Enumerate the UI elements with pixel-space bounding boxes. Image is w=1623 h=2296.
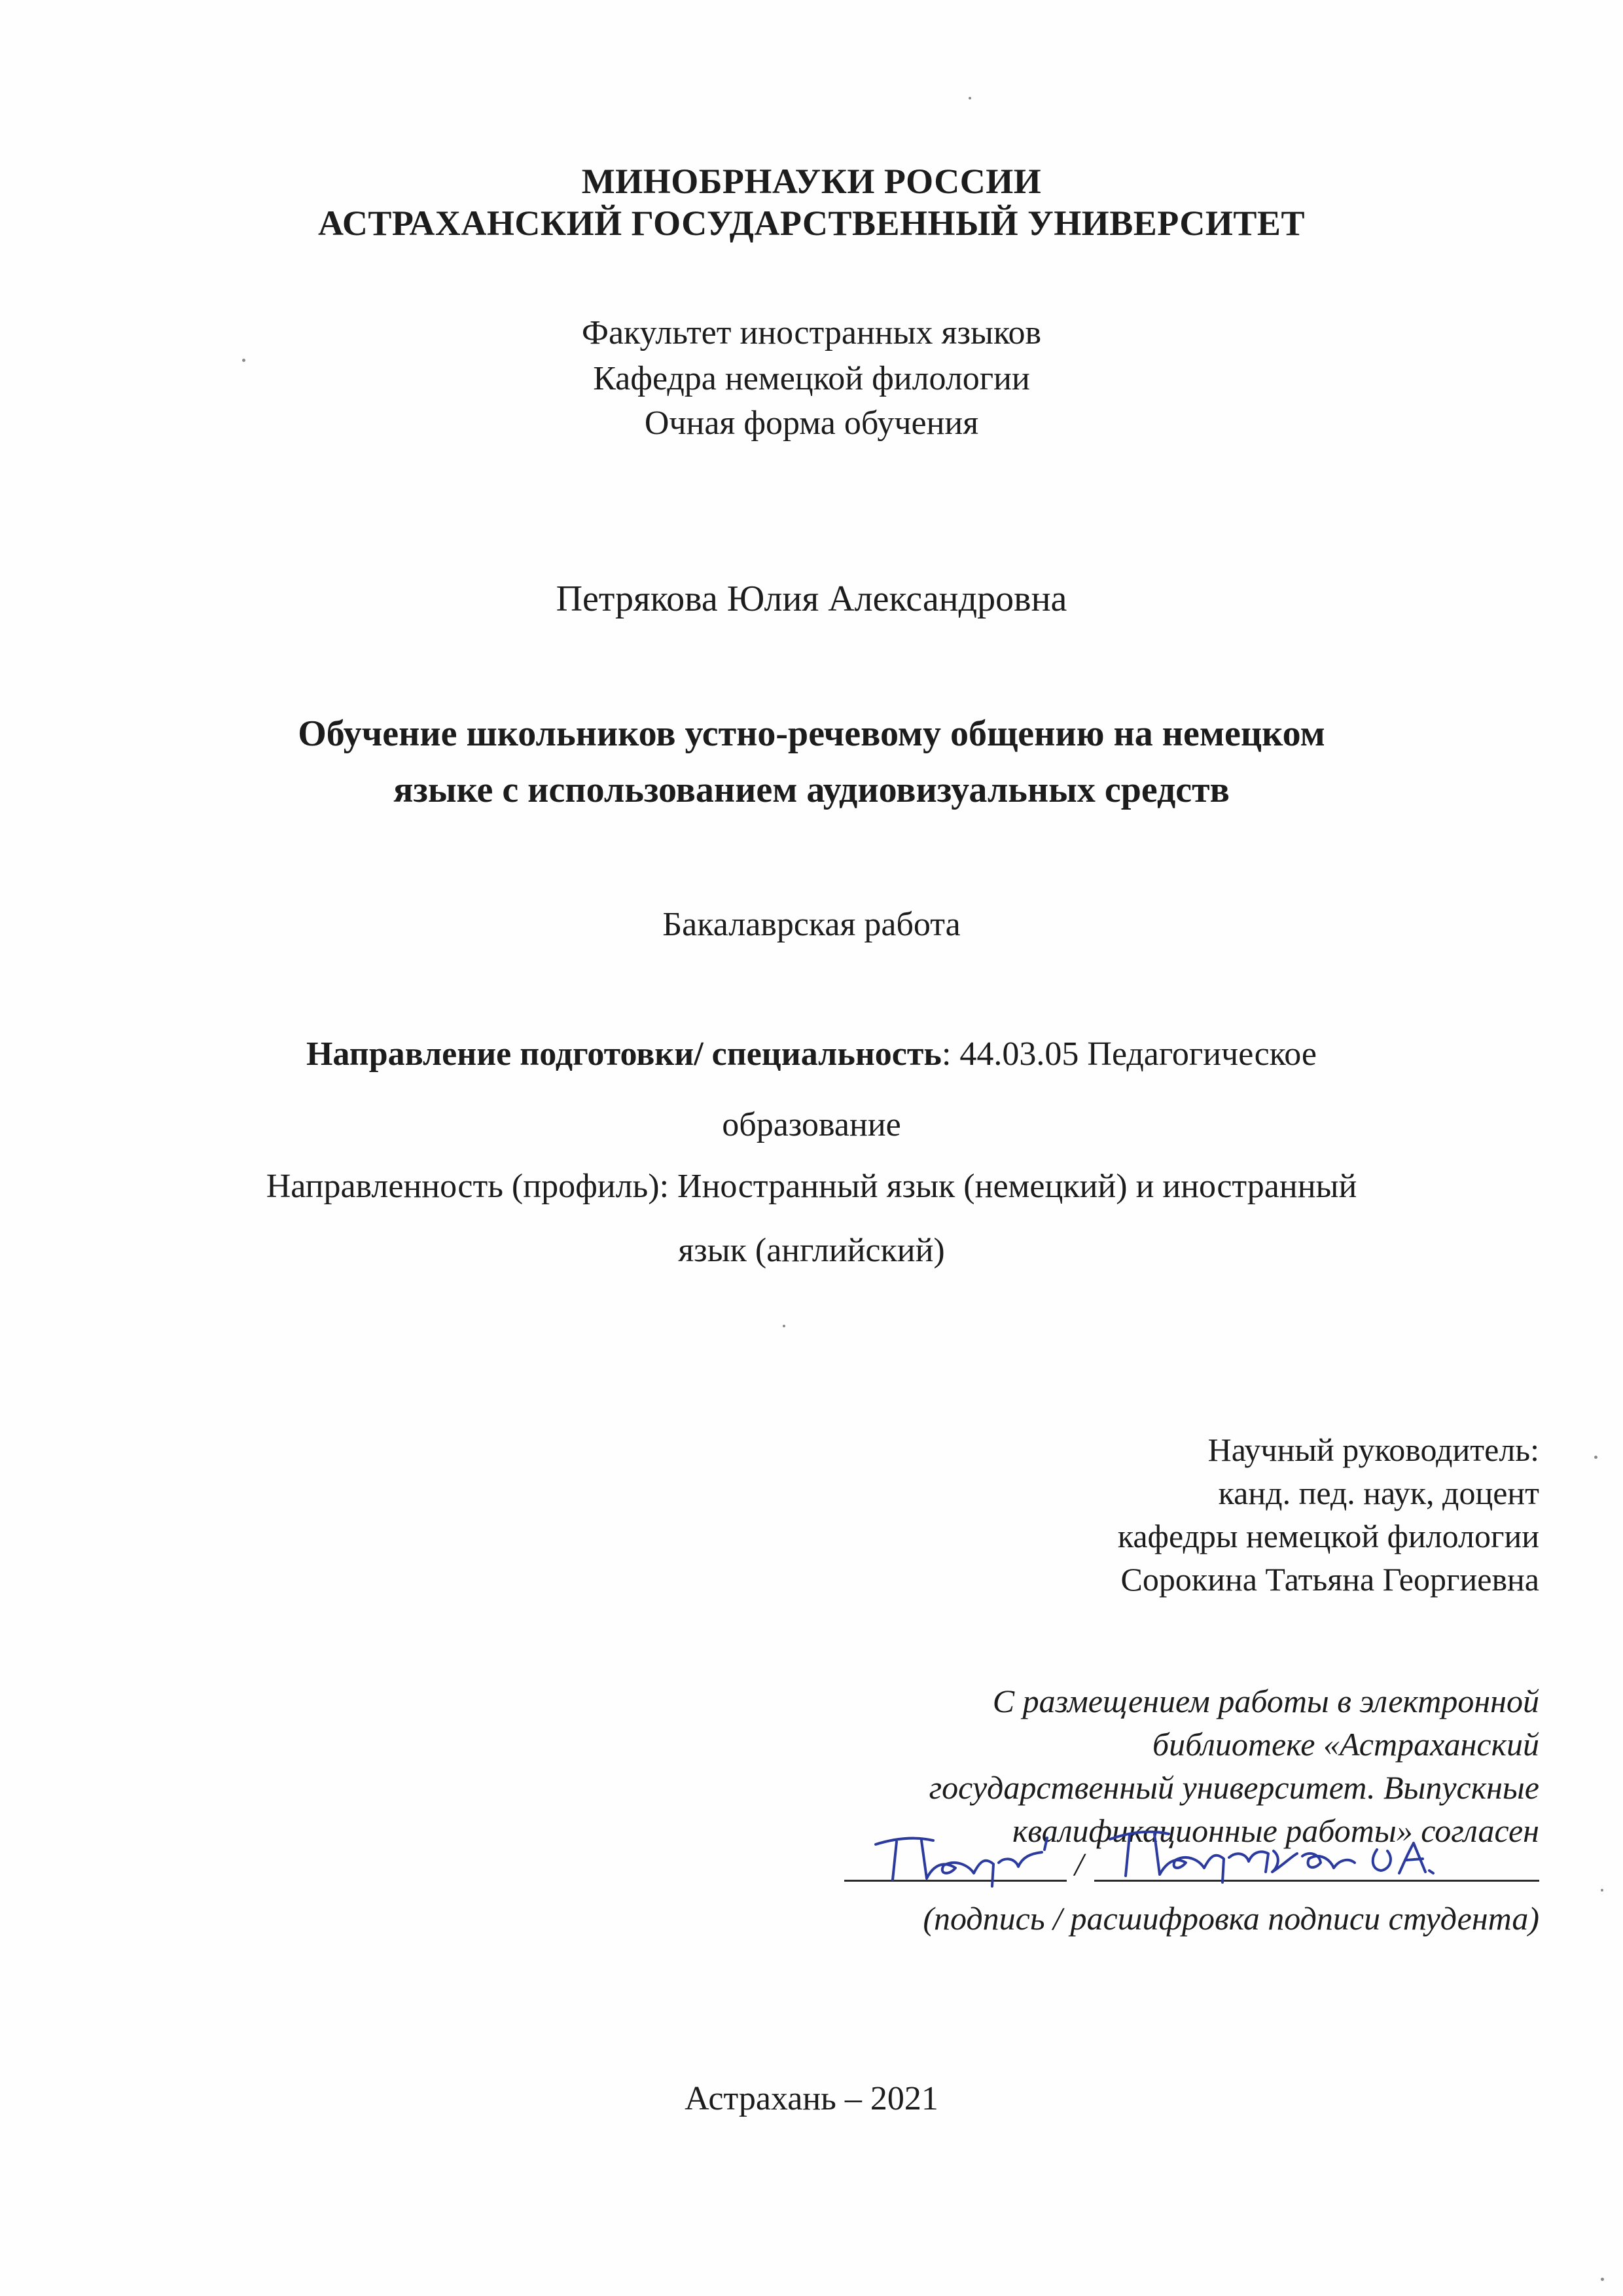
work-type: Бакалаврская работа: [662, 906, 961, 943]
study-form: Очная форма обучения: [644, 404, 979, 442]
supervisor-label: Научный руководитель:: [1207, 1431, 1539, 1468]
consent-line-1: С размещением работы в электронной: [992, 1683, 1539, 1719]
signature-slash: /: [1075, 1846, 1084, 1882]
scan-speck: [1594, 1456, 1597, 1459]
direction-label: Направление подготовки/ специальность: [306, 1035, 942, 1073]
consent-line-4: квалификационные работы» согласен: [1012, 1812, 1539, 1849]
direction-value: : 44.03.05 Педагогическое: [941, 1035, 1317, 1073]
ministry-heading: МИНОБРНАУКИ РОССИИ: [581, 162, 1042, 201]
signature-caption: (подпись / расшифровка подписи студента): [923, 1900, 1539, 1937]
scan-speck: [969, 97, 971, 99]
consent-line-3: государственный университет. Выпускные: [929, 1769, 1539, 1806]
direction-line-2: образование: [722, 1106, 901, 1143]
direction-line-1: [0, 1034, 1623, 1075]
profile-line-1: Направленность (профиль): Иностранный язык (немецкий) и иностранный: [266, 1168, 1357, 1205]
faculty-name: Факультет иностранных языков: [581, 314, 1042, 351]
city-year: Астрахань – 2021: [685, 2080, 938, 2117]
supervisor-department: кафедры немецкой филологии: [1117, 1518, 1539, 1554]
scan-speck: [1601, 2278, 1604, 2281]
handwritten-signature-icon: [870, 1826, 1067, 1892]
author-name: Петрякова Юлия Александровна: [556, 579, 1067, 619]
department-name: Кафедра немецкой филологии: [593, 360, 1030, 397]
supervisor-degree: канд. пед. наук, доцент: [1218, 1475, 1539, 1511]
scan-speck: [783, 1325, 785, 1327]
thesis-title-line-1: Обучение школьников устно-речевому общению на немецком: [298, 713, 1325, 754]
supervisor-name: Сорокина Татьяна Георгиевна: [1120, 1561, 1539, 1598]
university-heading: АСТРАХАНСКИЙ ГОСУДАРСТВЕННЫЙ УНИВЕРСИТЕТ: [318, 204, 1305, 243]
scan-speck: [1601, 1889, 1603, 1892]
profile-line-2: язык (английский): [678, 1232, 945, 1269]
consent-line-2: библиотеке «Астраханский: [1152, 1726, 1539, 1763]
handwritten-name-icon: [1106, 1820, 1446, 1892]
thesis-title-line-2: языке с использованием аудиовизуальных средств: [393, 770, 1230, 810]
scan-speck: [242, 359, 245, 362]
